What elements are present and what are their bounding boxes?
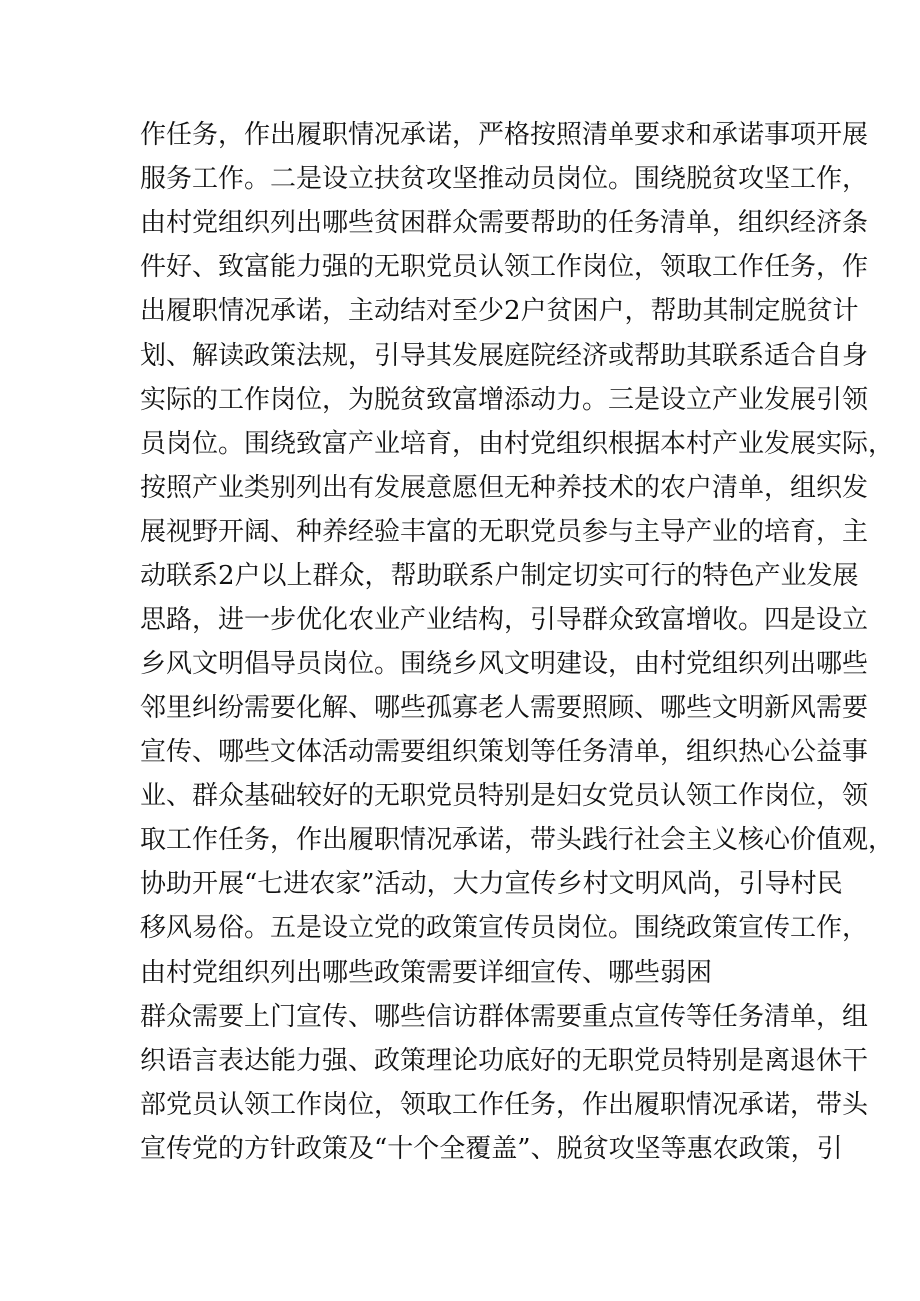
text-line: 件好、致富能力强的无职党员认领工作岗位，领取工作任务，作 (140, 252, 869, 282)
text-line: 乡风文明倡导员岗位。围绕乡风文明建设，由村党组织列出哪些 (140, 649, 869, 679)
text-line: 移风易俗。五是设立党的政策宣传员岗位。围绕政策宣传工作， (140, 913, 869, 943)
text-line: 员岗位。围绕致富产业培育，由村党组织根据本村产业发展实际， (140, 429, 895, 459)
text-line: 宣传、哪些文体活动需要组织策划等任务清单，组织热心公益事 (140, 737, 869, 767)
text-line: 按照产业类别列出有发展意愿但无种养技术的农户清单，组织发 (140, 473, 869, 503)
text-line: 邻里纠纷需要化解、哪些孤寡老人需要照顾、哪些文明新风需要 (140, 693, 869, 723)
text-line: 作任务，作出履职情况承诺，严格按照清单要求和承诺事项开展 (140, 120, 869, 150)
text-line: 划、解读政策法规，引导其发展庭院经济或帮助其联系适合自身 (140, 341, 869, 371)
text-line: 思路，进一步优化农业产业结构，引导群众致富增收。四是设立 (140, 605, 869, 635)
text-line: 宣传党的方针政策及“十个全覆盖”、脱贫攻坚等惠农政策，引 (140, 1134, 843, 1164)
text-line: 服务工作。二是设立扶贫攻坚推动员岗位。围绕脱贫攻坚工作， (140, 164, 869, 194)
text-line: 群众需要上门宣传、哪些信访群体需要重点宣传等任务清单，组 (140, 1002, 869, 1032)
text-line: 协助开展“七进农家”活动，大力宣传乡村文明风尚，引导村民 (140, 869, 843, 899)
text-line: 织语言表达能力强、政策理论功底好的无职党员特别是离退休干 (140, 1046, 869, 1076)
text-line: 动联系2户以上群众，帮助联系户制定切实可行的特色产业发展 (140, 561, 859, 591)
text-line: 实际的工作岗位，为脱贫致富增添动力。三是设立产业发展引领 (140, 385, 869, 415)
text-line: 取工作任务，作出履职情况承诺，带头践行社会主义核心价值观， (140, 825, 895, 855)
text-line: 由村党组织列出哪些政策需要详细宣传、哪些弱困 (140, 958, 713, 988)
text-line: 展视野开阔、种养经验丰富的无职党员参与主导产业的培育，主 (140, 517, 869, 547)
text-line: 由村党组织列出哪些贫困群众需要帮助的任务清单，组织经济条 (140, 208, 869, 238)
text-line: 部党员认领工作岗位，领取工作任务，作出履职情况承诺，带头 (140, 1090, 869, 1120)
text-line: 业、群众基础较好的无职党员特别是妇女党员认领工作岗位，领 (140, 781, 869, 811)
text-line: 出履职情况承诺，主动结对至少2户贫困户，帮助其制定脱贫计 (140, 296, 859, 326)
